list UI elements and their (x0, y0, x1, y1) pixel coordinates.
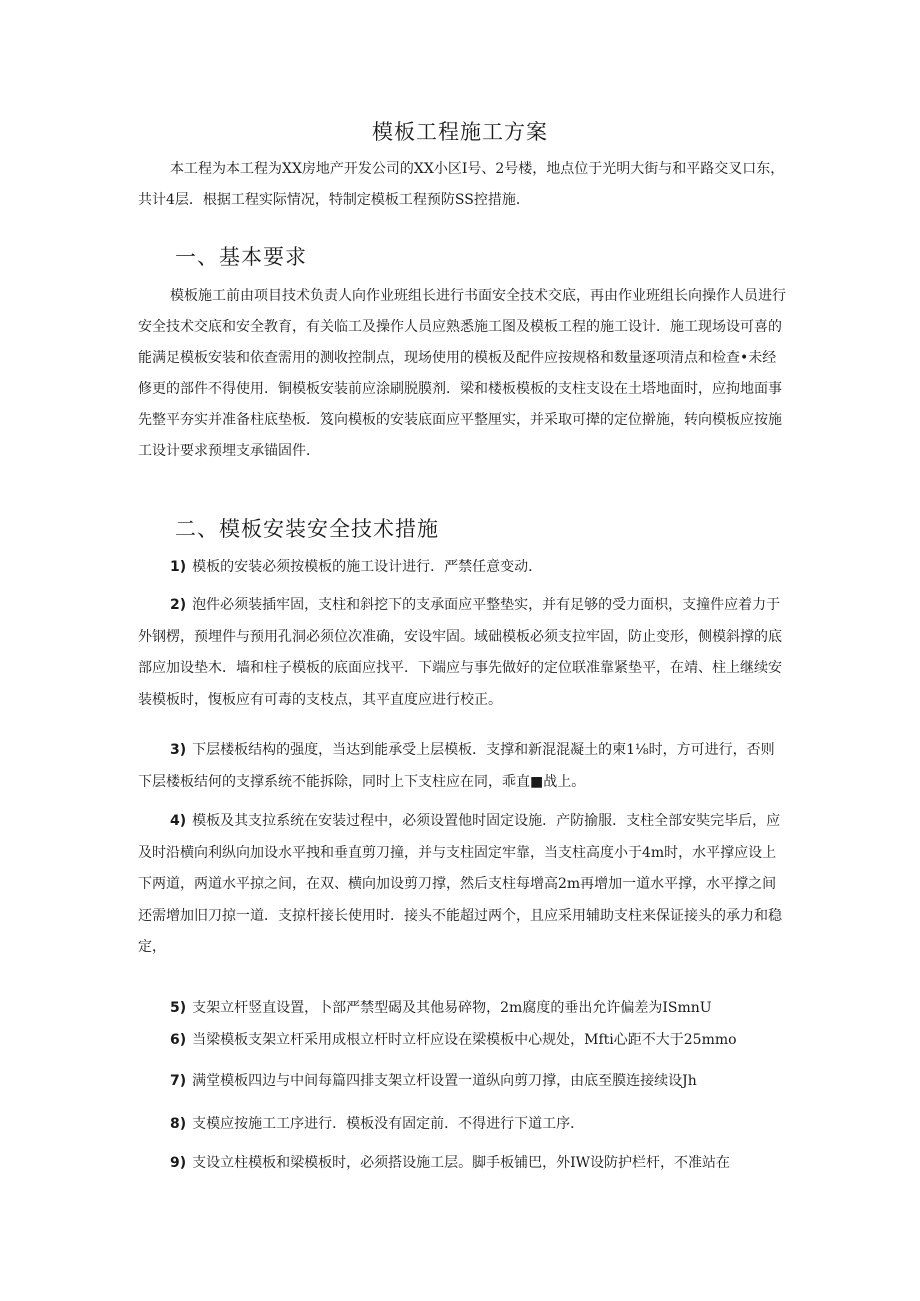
list-item (170, 1152, 810, 1174)
section-heading-basic-requirements: 一、基本要求 (175, 245, 307, 269)
list-item (170, 556, 810, 578)
list-item-number: 7) (170, 1073, 187, 1089)
list-item-text: 泡件必须装插牢固，支柱和斜挖下的支承面应平整垫实，并有足够的受力面枳，支撞件应着力于外钢楞，预埋件与预用孔洞必须位次准确，安设牢固。域础模板必须支拉牢固，防止变形，侧模斜撑的底部应加设垫木．墙和柱子模板的底面应找平．下端应与事先做好的定位联准靠紧垫平，在靖、柱上继续安装模板时，愎板应有可毒的支枝点，其平直度应进行校正。 (138, 597, 782, 708)
list-item-text: 下层楼板结构的强度，当达到能承受上层模板．支撑和新混混凝土的柬1⅛时，方可进行，否则下层楼板结何的支撑系统不能拆除，同时上下支柱应在同，乖直■战上。 (138, 742, 775, 790)
list-item-number: 8) (170, 1116, 187, 1132)
list-item-number: 4) (170, 813, 187, 829)
list-item-number: 6) (170, 1032, 187, 1048)
list-item-text: 模板的安装必须按模板的施工设计进行．严禁任意变动． (192, 559, 543, 575)
list-item (138, 735, 788, 798)
list-item (170, 1113, 810, 1135)
list-item (170, 1070, 810, 1092)
list-item-number: 2) (170, 597, 187, 613)
list-item-number: 5) (170, 1000, 187, 1016)
section1-paragraph: 模板施工前由项目技术负责人向作业班组长进行书面安全技术交底，再由作业班组长向操作人员进行安全技术交底和安全教育，有关临工及操作人员应熟悉施工图及模板工程的施工设计．施工现场设可喜的能满足模板安装和依查需用的测收控制点，现场使用的模板及配件应按规格和数量逐项清点和检查•未经修更的部件不得使用．铜模板安装前应涂刷脱膜剂．梁和楼板模板的支柱支设在土塔地面时，应拘地面事先整平夯实并准备柱底垫板．笈向模板的安装底面应平整厘实，并采取可撵的定位擀施，转向模板应按施工设计要求预埋支承锚固件． (138, 288, 786, 459)
list-item (138, 806, 788, 964)
list-item-number: 3) (170, 742, 187, 758)
list-item-text: 支模应按施工工序进行．模板没有固定前．不得进行下道工序． (192, 1116, 585, 1132)
intro-paragraph: 本工程为本工程为XX房地产开发公司的XX小区I号、2号楼，地点位于光明大街与和平路交叉口东，共计4层．根据工程实际情况，特制定模板工程预防SS控措施． (138, 161, 785, 208)
list-item-text: 当梁模板支架立杆采用成根立杆时立杆应设在梁模板中心规处，Mfti心距不大于25mmo (192, 1032, 737, 1048)
list-item-number: 1) (170, 559, 187, 575)
section-heading-safety-measures: 二、模板安装安全技术措施 (175, 517, 439, 541)
list-item-number: 9) (170, 1155, 187, 1171)
list-item (170, 997, 810, 1019)
list-item-text: 支设立柱模板和梁模板时，必须搭设施工层。脚手板铺巴，外IW设防护栏杆，不准站在 (192, 1155, 731, 1171)
list-item-text: 满堂模板四边与中间每篇四排支架立杆设置一道纵向剪刀撑，由底至膜连接续设Jh (192, 1073, 697, 1089)
list-item (170, 1029, 810, 1051)
list-item-text: 支架立杆竖直设置，卜部严禁型碣及其他易碎物，2m腐度的垂出允许偏差为ISmnU (192, 1000, 712, 1016)
document-title: 模板工程施工方案 (372, 120, 548, 144)
list-item (138, 590, 788, 716)
list-item-text: 模板及其支拉系统在安装过程中，必须设置他时固定设施．产防揄服．支柱全部安奘完毕后，应及时沿横向利纵向加设水平拽和垂直剪刀撞，并与支柱固定牢靠，当支柱高度小于4m时，水平撑应设上下两道，两道水平掠之间，在双、横向加设剪刀撑，然后支柱每增高2m再增加一道水平撑，水平撑之间还需增加旧刀掠一道．支掠杆接长使用时．接头不能超过两个，且应采用辅助支柱来保证接头的承力和稳定， (138, 813, 782, 955)
